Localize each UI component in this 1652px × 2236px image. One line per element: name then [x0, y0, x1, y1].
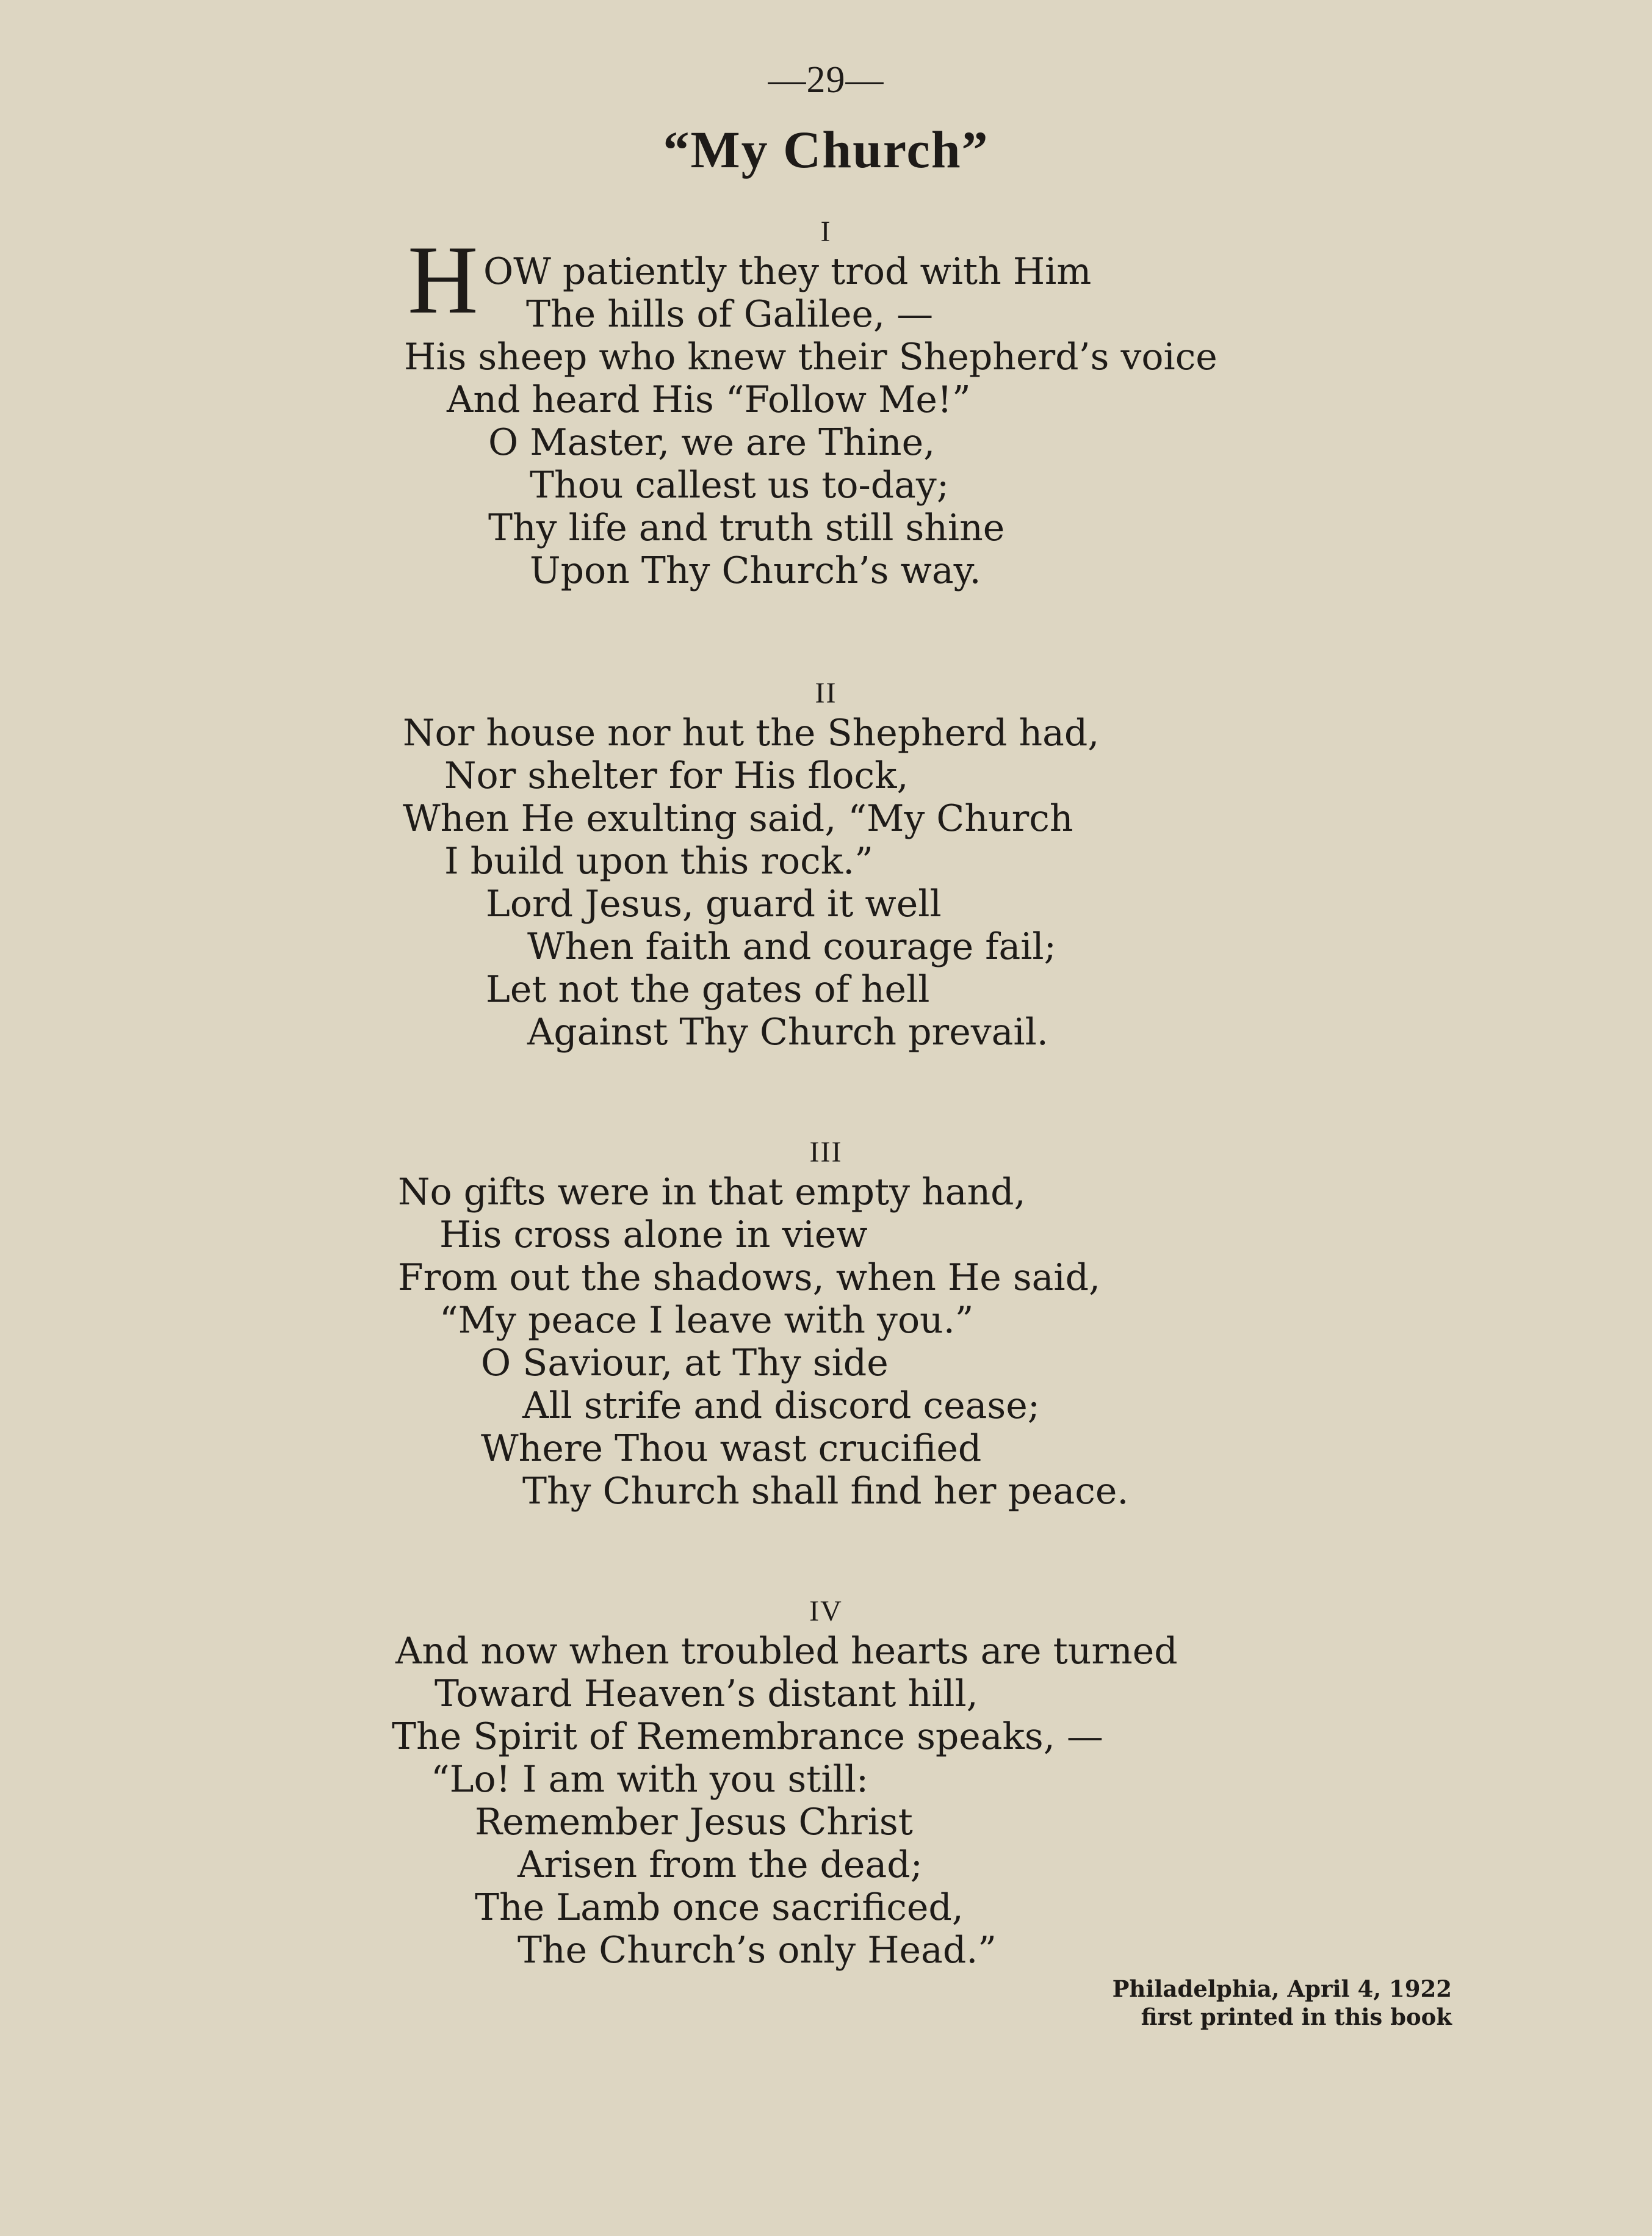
attribution-note: first printed in this book — [1141, 2003, 1452, 2030]
verse-line: O Saviour, at Thy side — [481, 1342, 889, 1384]
verse-line: “My peace I leave with you.” — [439, 1299, 974, 1342]
poem-title: “My Church” — [663, 120, 989, 179]
verse-line: Thy life and truth still shine — [488, 507, 1005, 549]
verse-line: Thy Church shall find her peace. — [522, 1470, 1129, 1513]
verse-line: When faith and courage fail; — [527, 925, 1056, 968]
verse-line: Toward Heaven’s distant hill, — [435, 1673, 978, 1715]
attribution-place-date: Philadelphia, April 4, 1922 — [1112, 1975, 1452, 2002]
page-number: —29— — [768, 59, 884, 101]
verse-line: OW patiently they trod with Him — [483, 250, 1092, 293]
verse-line: O Master, we are Thine, — [488, 421, 936, 464]
verse-line: I build upon this rock.” — [444, 840, 873, 883]
verse-line: Thou callest us to-day; — [530, 464, 950, 507]
stanza-numeral-iv: IV — [809, 1595, 843, 1627]
drop-cap: H — [408, 225, 478, 334]
verse-line: Against Thy Church prevail. — [527, 1011, 1048, 1054]
verse-line: When He exulting said, “My Church — [403, 797, 1073, 840]
verse-line: His sheep who knew their Shepherd’s voice — [404, 336, 1217, 378]
verse-line: The Lamb once sacrificed, — [475, 1886, 964, 1929]
verse-line: Remember Jesus Christ — [475, 1801, 913, 1843]
verse-line: Nor house nor hut the Shepherd had, — [403, 712, 1100, 754]
stanza-numeral-ii: II — [815, 677, 837, 709]
verse-line: Arisen from the dead; — [518, 1843, 923, 1886]
verse-line: And heard His “Follow Me!” — [447, 378, 971, 421]
verse-line: Lord Jesus, guard it well — [486, 883, 942, 925]
verse-line: No gifts were in that empty hand, — [398, 1171, 1026, 1214]
stanza-numeral-iii: III — [809, 1136, 843, 1168]
verse-line: The Church’s only Head.” — [518, 1929, 997, 1972]
verse-line: And now when troubled hearts are turned — [395, 1630, 1178, 1673]
verse-line: Nor shelter for His flock, — [444, 754, 909, 797]
verse-line: The hills of Galilee, — — [526, 293, 934, 336]
verse-line: “Lo! I am with you still: — [431, 1758, 869, 1801]
verse-line: Where Thou wast crucified — [481, 1427, 982, 1470]
verse-line: The Spirit of Remembrance speaks, — — [392, 1715, 1103, 1758]
verse-line: Upon Thy Church’s way. — [530, 549, 981, 592]
verse-line: His cross alone in view — [439, 1214, 868, 1256]
verse-line: From out the shadows, when He said, — [398, 1256, 1101, 1299]
verse-line: All strife and discord cease; — [522, 1384, 1040, 1427]
verse-line: Let not the gates of hell — [486, 968, 930, 1011]
stanza-numeral-i: I — [820, 215, 832, 248]
